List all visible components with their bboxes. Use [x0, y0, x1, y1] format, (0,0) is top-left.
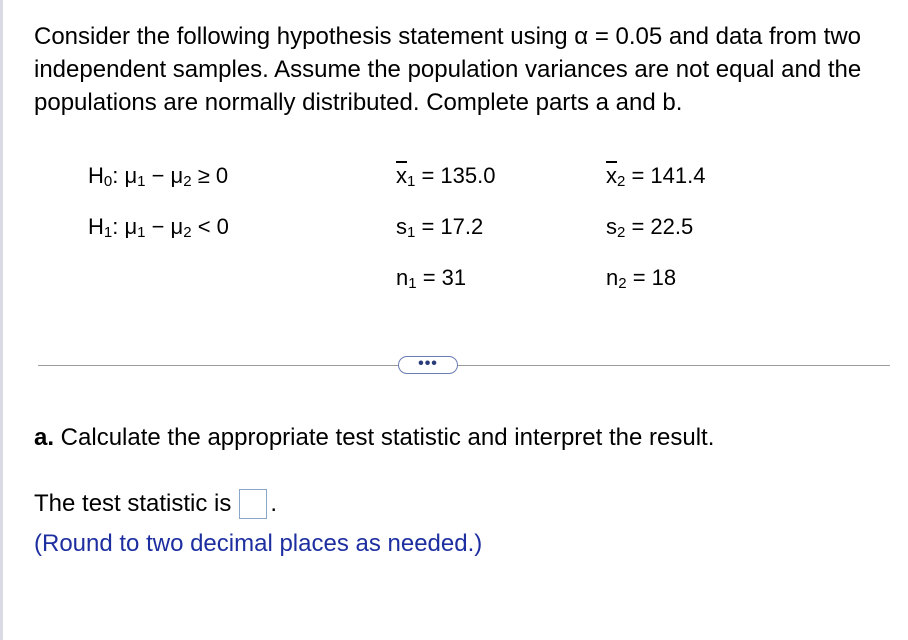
answer-line: [34, 489, 277, 519]
null-hypothesis: $H_0$: $\mu_1 - \mu_2 \ge 0$: [88, 163, 229, 190]
sample2-size: $n_2 = 18$: [606, 265, 677, 292]
part-a-label: a.: [34, 424, 55, 451]
sample2-mean: $\overline{x}_2 = 141.4$: [606, 163, 706, 190]
left-border: [0, 0, 3, 640]
alternative-hypothesis: $H_1$: $\mu_1 - \mu_2 < 0$: [88, 214, 229, 241]
sample1-mean: $\overline{x}_1 = 135.0$: [396, 163, 496, 190]
question-text: Consider the following hypothesis statement using α = 0.05 and data from two independent samples. Assume the population variances are not equal and the populations are normally distributed. Complete parts a and b.: [34, 23, 862, 116]
part-a-text: Calculate the appropriate test statistic and interpret the result.: [54, 424, 715, 451]
answer-suffix: .: [270, 490, 278, 517]
test-statistic-input[interactable]: [239, 489, 267, 519]
sample2-sd: $s_2 = 22.5$: [606, 214, 694, 241]
rounding-hint: (Round to two decimal places as needed.): [34, 530, 483, 557]
section-divider: [38, 365, 890, 366]
answer-prefix: The test statistic is: [34, 490, 232, 517]
part-a-prompt: [34, 424, 714, 452]
expand-more-button[interactable]: •••: [398, 356, 458, 374]
sample1-sd: $s_1 = 17.2$: [396, 214, 484, 241]
sample1-size: $n_1 = 31$: [396, 265, 467, 292]
